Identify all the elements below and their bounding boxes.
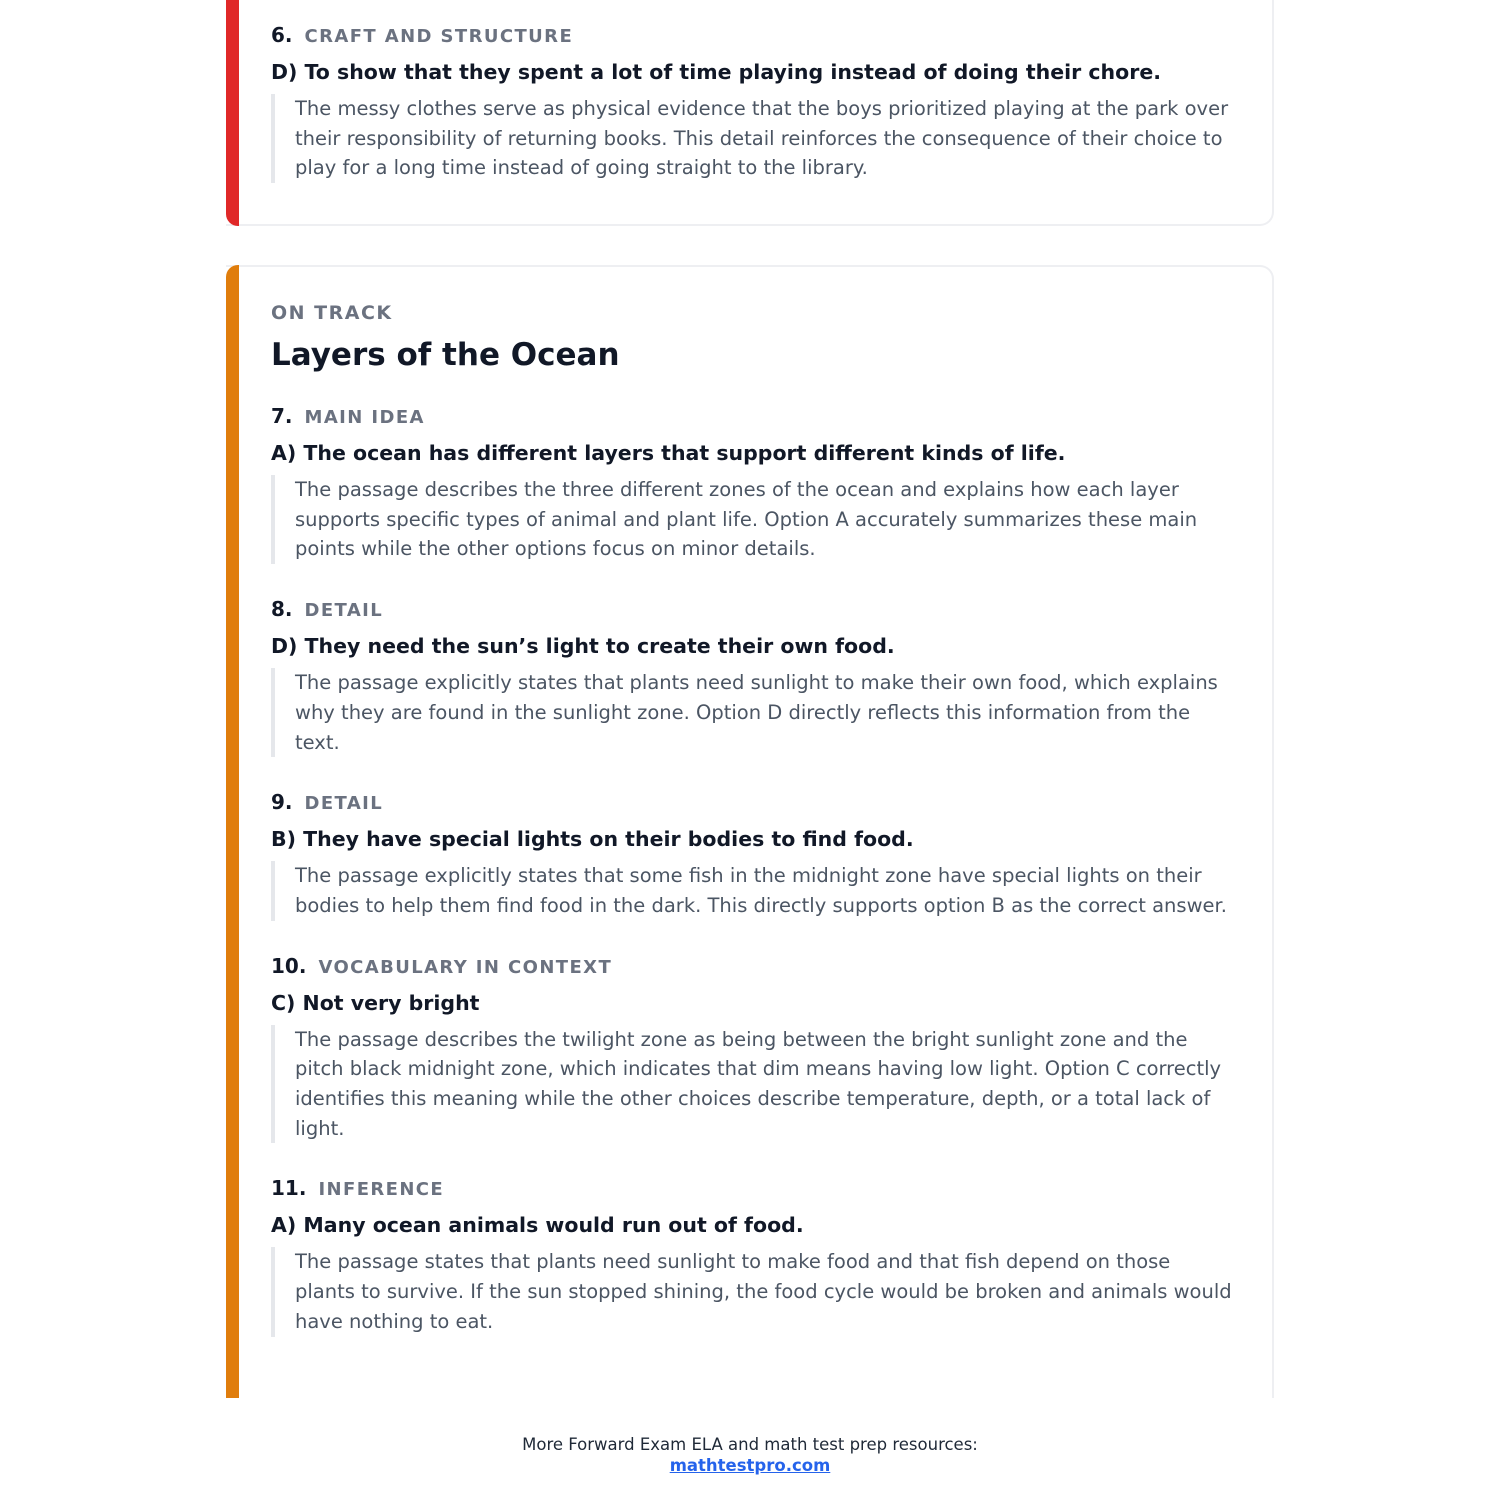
- question-9: [271, 787, 1234, 920]
- status-label: ON TRACK: [271, 302, 393, 324]
- results-card-passage: [226, 265, 1274, 1398]
- correct-answer: D) To show that they spent a lot of time playing instead of doing their chore.: [271, 60, 1162, 84]
- footer: [0, 1434, 1500, 1476]
- question-number: 9.: [271, 790, 293, 815]
- correct-answer: B) They have special lights on their bodies to find food.: [271, 827, 914, 852]
- correct-answer: A) The ocean has different layers that support different kinds of life.: [271, 441, 1066, 465]
- question-8: [271, 594, 1234, 757]
- correct-answer: D) They need the sun’s light to create their own food.: [271, 634, 895, 659]
- card-content: [271, 20, 1234, 183]
- question-header: [271, 951, 1234, 981]
- question-number: 10.: [271, 953, 307, 978]
- status-stripe-red: [226, 0, 239, 226]
- answer-explanation: The passage states that plants need sunlight to make food and that fish depend on those plants to survive. If the sun stopped shining, the food cycle would be broken and animals would have nothing to eat.: [271, 1247, 1234, 1336]
- question-type: DETAIL: [304, 793, 384, 815]
- question-6: [271, 20, 1234, 183]
- question-header: [271, 787, 1234, 817]
- passage-title: Layers of the Ocean: [271, 337, 620, 373]
- question-11: [271, 1173, 1234, 1336]
- footer-text: More Forward Exam ELA and math test prep resources:: [522, 1435, 978, 1454]
- question-header: [271, 1173, 1234, 1203]
- question-type: CRAFT AND STRUCTURE: [304, 26, 574, 47]
- answer-explanation: The passage describes the three different zones of the ocean and explains how each layer supports specific types of animal and plant life. Option A accurately summarizes these main points while the other options focus on minor details.: [271, 475, 1234, 564]
- answer-explanation: The passage explicitly states that plants need sunlight to make their own food, which explains why they are found in the sunlight zone. Option D directly reflects this information from the text.: [271, 668, 1234, 757]
- correct-answer: A) Many ocean animals would run out of food.: [271, 1213, 804, 1238]
- results-card-previous: [226, 0, 1274, 226]
- question-header: [271, 594, 1234, 624]
- question-number: 7.: [271, 404, 293, 428]
- question-header: [271, 401, 1234, 431]
- answer-explanation: The passage describes the twilight zone as being between the bright sunlight zone and the pitch black midnight zone, which indicates that dim means having low light. Option C correctly identifies this meaning while the other choices describe temperature, depth, or a total lack of light.: [271, 1025, 1234, 1144]
- question-type: VOCABULARY IN CONTEXT: [318, 956, 613, 978]
- card-content: [271, 301, 1234, 1337]
- question-number: 6.: [271, 23, 293, 47]
- question-header: [271, 20, 1234, 50]
- question-type: MAIN IDEA: [304, 407, 425, 428]
- footer-link[interactable]: mathtestpro.com: [669, 1456, 831, 1475]
- question-type: DETAIL: [304, 600, 384, 622]
- answer-explanation: The passage explicitly states that some fish in the midnight zone have special lights on their bodies to help them find food in the dark. This directly supports option B as the correct answer.: [271, 861, 1234, 920]
- status-stripe-orange: [226, 265, 239, 1398]
- answer-explanation: The messy clothes serve as physical evidence that the boys prioritized playing at the park over their responsibility of returning books. This detail reinforces the consequence of their choice to play for a long time instead of going straight to the library.: [271, 94, 1234, 183]
- correct-answer: C) Not very bright: [271, 990, 480, 1015]
- question-number: 8.: [271, 597, 293, 622]
- question-type: INFERENCE: [318, 1179, 445, 1201]
- question-7: [271, 401, 1234, 564]
- question-number: 11.: [271, 1176, 307, 1201]
- question-10: [271, 951, 1234, 1144]
